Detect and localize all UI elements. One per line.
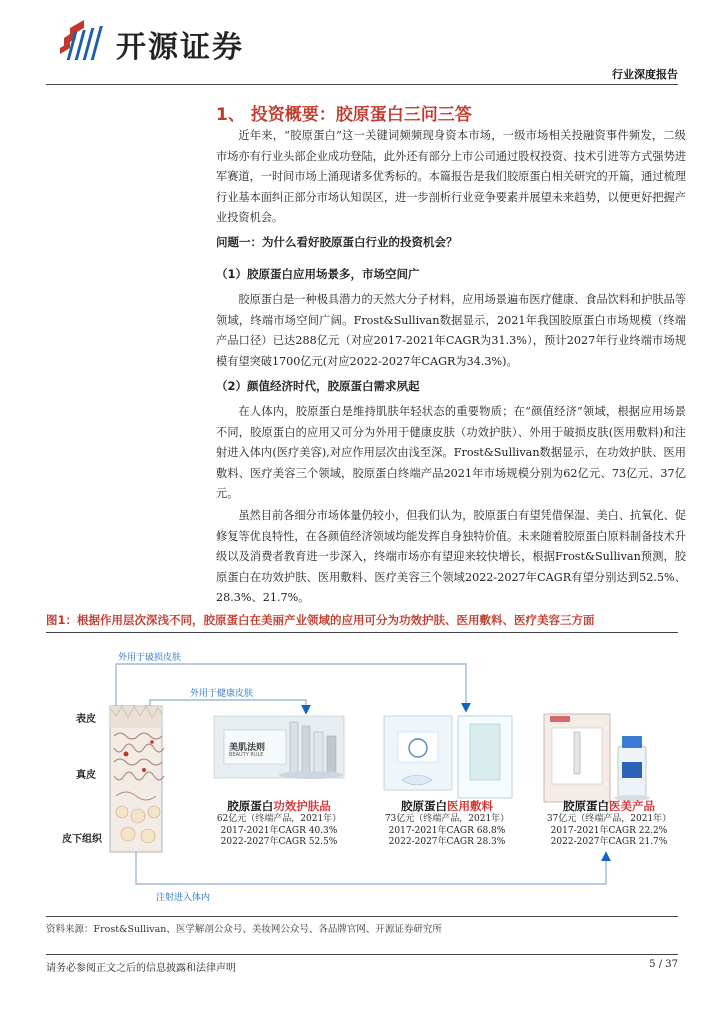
section-title: 1、 投资概要：胶原蛋白三问三答 [216, 105, 472, 125]
category-cagr-history: 2017-2021年CAGR 40.3% [220, 825, 338, 836]
category-size: 62亿元（终端产品，2021年） [216, 814, 342, 824]
category-aesthetic [534, 798, 684, 849]
category-title: 胶原蛋白医美产品 [563, 799, 655, 813]
skin-layers-illustration [110, 706, 164, 852]
product-box-sub: BEAUTY RULE [229, 752, 264, 758]
page-number: 5 / 37 [649, 959, 678, 970]
injection-flow-line [136, 852, 606, 884]
category-cagr-history: 2017-2021年CAGR 22.2% [550, 825, 668, 836]
figure-source: 资料来源：Frost&Sullivan、医学解剖公众号、美妆网公众号、各品牌官网、开源证券研究所 [46, 924, 442, 935]
figure-diagram [46, 636, 678, 912]
healthy-skin-flow-line [150, 700, 306, 712]
category-cagr-forecast: 2022-2027年CAGR 28.3% [388, 837, 506, 847]
header-divider [46, 84, 678, 85]
flow-label-healthy-skin: 外用于健康皮肤 [190, 689, 254, 699]
category-skincare [204, 798, 354, 849]
flow-label-broken-skin: 外用于破损皮肤 [118, 653, 182, 663]
brand-name: 开源证券 [116, 30, 244, 65]
question-one-heading: 问题一：为什么看好胶原蛋白行业的投资机会？ [216, 235, 458, 249]
disclaimer-note: 请务必参阅正文之后的信息披露和法律声明 [46, 963, 236, 974]
subheading-beauty-economy: （2）颜值经济时代，胶原蛋白需求夙起 [216, 379, 420, 393]
product-box-brand: 美肌法则 [229, 743, 266, 753]
category-cagr-forecast: 2022-2027年CAGR 21.7% [550, 837, 668, 847]
subheading-market-space: （1）胶原蛋白应用场景多，市场空间广 [216, 267, 420, 281]
document-type: 行业深度报告 [612, 68, 678, 81]
dressing-product-image [384, 716, 512, 798]
figure-caption: 图1：根据作用层次深浅不同，胶原蛋白在美丽产业领域的应用可分为功效护肤、医用敷料、医疗美容三方面 [46, 613, 595, 627]
category-cagr-forecast: 2022-2027年CAGR 52.5% [220, 837, 338, 847]
footer-divider [46, 954, 678, 955]
layer-label-dermis: 真皮 [76, 770, 96, 781]
category-title: 胶原蛋白功效护肤品 [227, 799, 331, 813]
brand-logo-icon [56, 18, 106, 62]
category-title: 胶原蛋白医用敷料 [401, 799, 493, 813]
outlook-paragraph: 虽然目前各细分市场体量仍较小，但我们认为，胶原蛋白有望凭借保湿、美白、抗氧化、促修复等优良特性，在各颜值经济领域均能发挥自身独特价值。未来随着胶原蛋白原料制备技术升级以及消费者教育进一步深入，终端市场亦有望迎来较快增长，根据Frost&Sullivan预测，胶原蛋白在功效护肤、医用敷料、医疗美容三个领域2022-2027年CAGR有望分别达到52.5%、28.3%、21.7%。 [216, 509, 686, 604]
category-dressing [372, 798, 522, 849]
figure-bottom-divider [46, 916, 678, 917]
category-cagr-history: 2017-2021年CAGR 68.8% [388, 825, 506, 836]
aesthetic-product-image [544, 714, 650, 802]
layer-label-subcutaneous: 皮下组织 [62, 834, 102, 845]
category-size: 73亿元（终端产品，2021年） [384, 814, 510, 824]
layer-label-epidermis: 表皮 [76, 714, 96, 725]
market-paragraph: 胶原蛋白是一种极具潜力的天然大分子材料，应用场景遍布医疗健康、食品饮料和护肤品等领域，终端市场空间广阔。Frost&Sullivan数据显示，2021年我国胶原蛋白市场规模（终端产品口径）已达288亿元（对应2017-2021年CAGR为31.3%），预计2027年行业终端市场规模有望突破1700亿元(对应2022-2027年CAGR为34.3%)。 [216, 293, 686, 368]
broken-skin-flow-line [116, 664, 466, 710]
figure-top-divider [46, 632, 678, 633]
category-size: 37亿元（终端产品，2021年） [546, 814, 672, 824]
flow-label-injection: 注射进入体内 [156, 893, 211, 903]
beauty-paragraph: 在人体内，胶原蛋白是维持肌肤年轻状态的重要物质；在“颜值经济”领域，根据应用场景不同，胶原蛋白的应用又可分为外用于健康皮肤（功效护肤）、外用于破损皮肤(医用敷料)和注射进入体内(医疗美容),对应作用层次由浅至深。Frost&Sullivan数据显示，在功效护肤、医用敷料、医疗美容三个领域，胶原蛋白终端产品2021年市场规模分别为62亿元、73亿元、37亿元。 [216, 405, 686, 500]
intro-paragraph: 近年来，“胶原蛋白”这一关键词频频现身资本市场，一级市场相关投融资事件频发，二级市场亦有行业头部企业成功登陆，此外还有部分上市公司通过股权投资、技术引进等方式强势进军赛道，一时间市场上涌现诸多优秀标的。本篇报告是我们胶原蛋白相关研究的开篇，通过梳理行业基本面纠正部分市场认知误区，进一步剖析行业竞争要素并展望未来趋势，以便更好把握产业投资机会。 [216, 129, 686, 224]
